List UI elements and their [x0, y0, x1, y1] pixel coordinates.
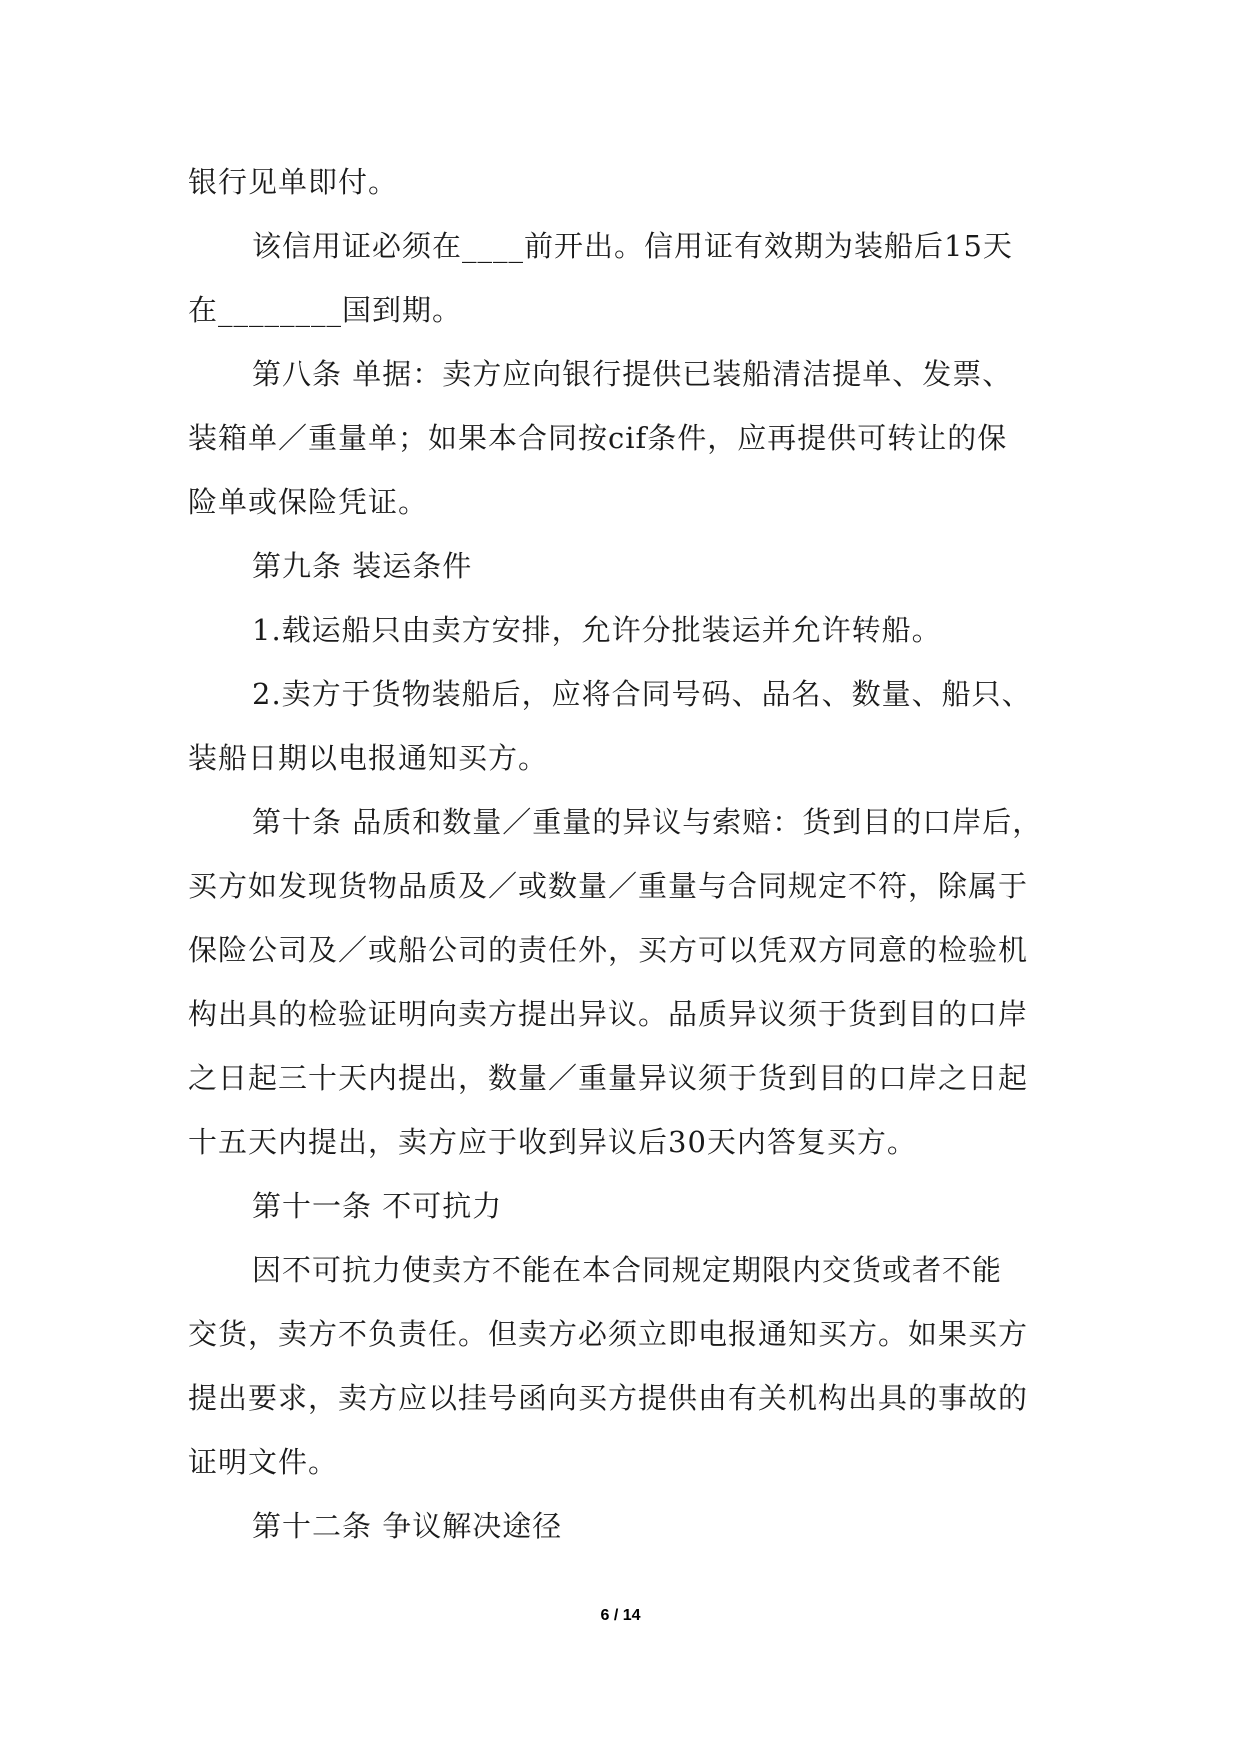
text-line: 第十条 品质和数量／重量的异议与索赔：货到目的口岸后， — [252, 805, 1043, 839]
page-number: 6 / 14 — [600, 1607, 641, 1624]
text-line: 2.卖方于货物装船后，应将合同号码、品名、数量、船只、 — [252, 677, 1032, 711]
text-line: 保险公司及／或船公司的责任外，买方可以凭双方同意的检验机 — [188, 933, 1029, 967]
text-line: 在________国到期。 — [188, 293, 463, 327]
text-line: 险单或保险凭证。 — [188, 485, 429, 519]
text-line: 构出具的检验证明向卖方提出异议。品质异议须于货到目的口岸 — [188, 997, 1029, 1031]
text-line: 十五天内提出，卖方应于收到异议后30天内答复买方。 — [188, 1125, 917, 1159]
text-line: 第十二条 争议解决途径 — [252, 1509, 563, 1543]
text-line: 1.载运船只由卖方安排，允许分批装运并允许转船。 — [252, 613, 942, 647]
text-line: 证明文件。 — [188, 1445, 339, 1479]
text-line: 装船日期以电报通知买方。 — [188, 741, 549, 775]
text-line: 第八条 单据：卖方应向银行提供已装船清洁提单、发票、 — [252, 357, 1013, 391]
text-line: 之日起三十天内提出，数量／重量异议须于货到目的口岸之日起 — [188, 1061, 1029, 1095]
text-line: 该信用证必须在____前开出。信用证有效期为装船后15天 — [252, 229, 1013, 263]
text-line: 因不可抗力使卖方不能在本合同规定期限内交货或者不能 — [252, 1253, 1003, 1287]
text-line: 提出要求，卖方应以挂号函向买方提供由有关机构出具的事故的 — [188, 1381, 1029, 1415]
text-line: 银行见单即付。 — [188, 165, 399, 199]
text-line: 第九条 装运条件 — [252, 549, 473, 583]
text-line: 买方如发现货物品质及／或数量／重量与合同规定不符，除属于 — [188, 869, 1029, 903]
document-body — [188, 150, 1058, 1558]
text-line: 第十一条 不可抗力 — [252, 1189, 503, 1223]
text-line: 交货，卖方不负责任。但卖方必须立即电报通知买方。如果买方 — [188, 1317, 1029, 1351]
text-line: 装箱单／重量单；如果本合同按cif条件，应再提供可转让的保 — [188, 421, 1008, 455]
